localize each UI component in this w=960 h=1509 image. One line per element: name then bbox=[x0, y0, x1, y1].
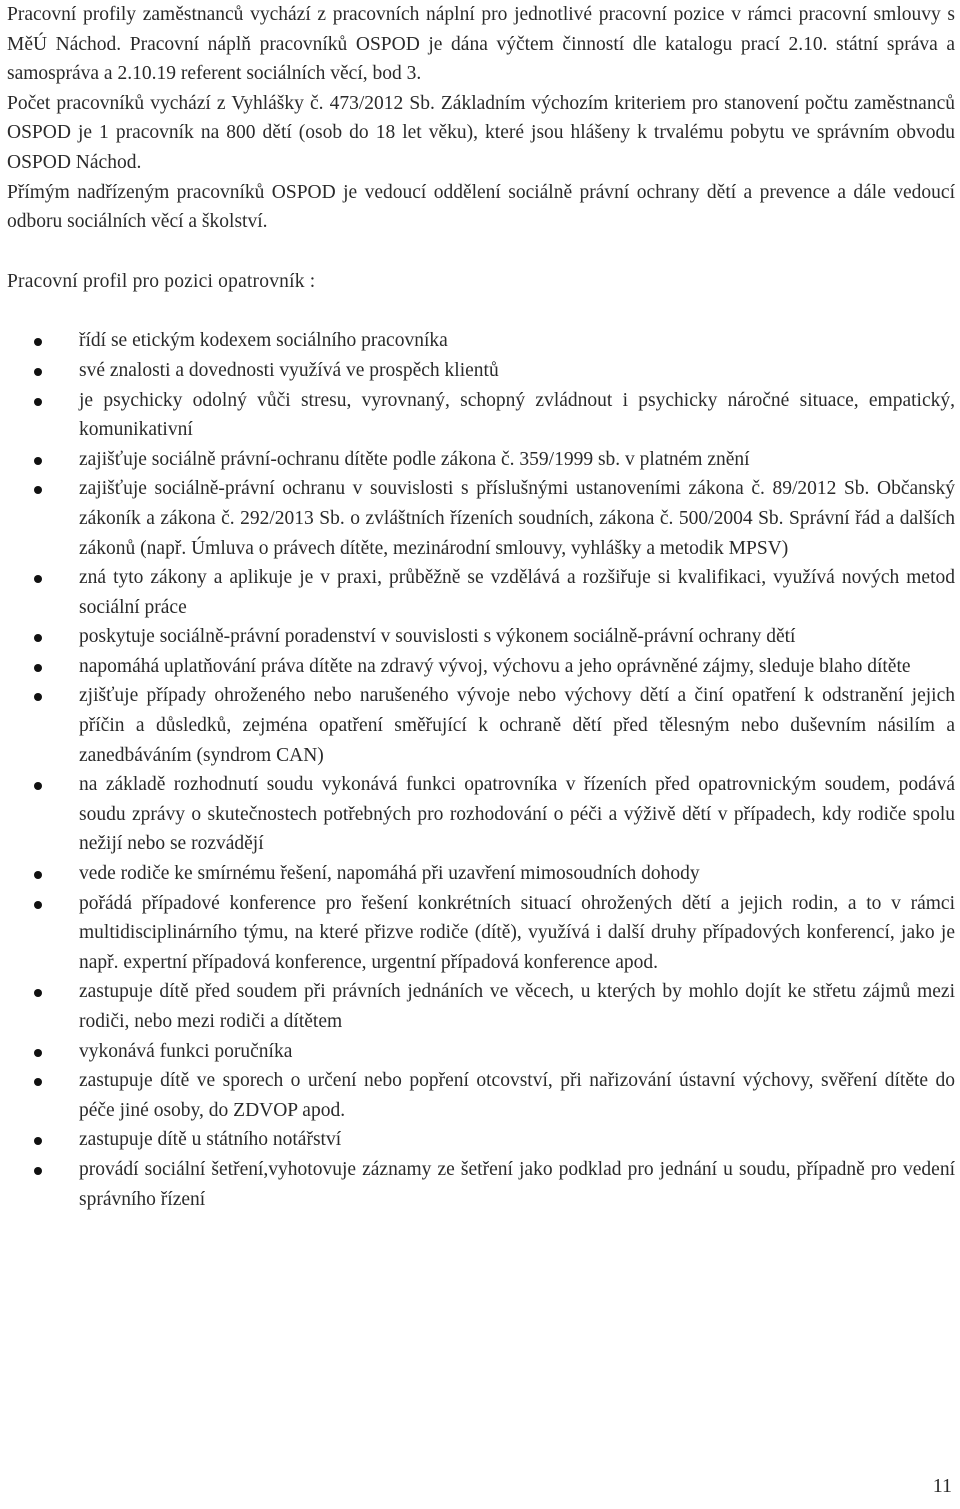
duties-list bbox=[7, 326, 955, 1214]
page-number: 11 bbox=[932, 1475, 952, 1497]
duty-item: své znalosti a dovednosti využívá ve prospěch klientů bbox=[7, 356, 955, 386]
duty-item: napomáhá uplatňování práva dítěte na zdravý vývoj, výchovu a jeho oprávněné zájmy, sleduje blaho dítěte bbox=[7, 652, 955, 682]
duty-item: vykonává funkci poručníka bbox=[7, 1037, 955, 1067]
intro-paragraph-1: Pracovní profily zaměstnanců vychází z pracovních náplní pro jednotlivé pracovní pozice v rámci pracovní smlouvy s MěÚ Náchod. Pracovní náplň pracovníků OSPOD je dána výčtem činností dle katalogu prací 2.10. státní správa a samospráva a 2.10.19 referent sociálních věcí, bod 3. bbox=[7, 4, 955, 85]
document-page bbox=[7, 0, 955, 1214]
duty-item: zastupuje dítě ve sporech o určení nebo popření otcovství, při nařizování ústavní výchovy, svěření dítěte do péče jiné osoby, do ZDVOP apod. bbox=[7, 1066, 955, 1125]
duty-item: zastupuje dítě u státního notářství bbox=[7, 1125, 955, 1155]
duty-item: pořádá případové konference pro řešení konkrétních situací ohrožených dětí a jejich rodin, a to v rámci multidisciplinárního týmu, na které přizve rodiče (dítě), využívá i další druhy případových konferencí, jako je např. expertní případová konference, urgentní případová konference apod. bbox=[7, 889, 955, 978]
duty-item: zná tyto zákony a aplikuje je v praxi, průběžně se vzdělává a rozšiřuje si kvalifikaci, využívá nových metod sociální práce bbox=[7, 563, 955, 622]
duty-item: zastupuje dítě před soudem při právních jednáních ve věcech, u kterých by mohlo dojít ke střetu zájmů mezi rodiči, nebo mezi rodiči a dítětem bbox=[7, 977, 955, 1036]
duty-item: na základě rozhodnutí soudu vykonává funkci opatrovníka v řízeních před opatrovnickým soudem, podává soudu zprávy o skutečnostech potřebných pro rozhodování o péči a výživě dětí v případech, kdy rodiče spolu nežijí nebo se rozvádějí bbox=[7, 770, 955, 859]
duty-item: zajišťuje sociálně právní-ochranu dítěte podle zákona č. 359/1999 sb. v platném znění bbox=[7, 445, 955, 475]
duty-item: řídí se etickým kodexem sociálního pracovníka bbox=[7, 326, 955, 356]
intro-paragraph-2: Počet pracovníků vychází z Vyhlášky č. 473/2012 Sb. Základním výchozím kriteriem pro stanovení počtu zaměstnanců OSPOD je 1 pracovník na 800 dětí (osob do 18 let věku), které jsou hlášeny k trvalému pobytu ve správním obvodu OSPOD Náchod. bbox=[7, 92, 955, 173]
duty-item: zajišťuje sociálně-právní ochranu v souvislosti s příslušnými ustanoveními zákona č. 89/2012 Sb. Občanský zákoník a zákona č. 292/2013 Sb. o zvláštních řízeních soudních, zákona č. 500/2004 Sb. Správní řád a dalších zákonů (např. Úmluva o právech dítěte, mezinárodní smlouvy, vyhlášky a metodik MPSV) bbox=[7, 474, 955, 563]
duty-item: poskytuje sociálně-právní poradenství v souvislosti s výkonem sociálně-právní ochrany dětí bbox=[7, 622, 955, 652]
duty-item: vede rodiče ke smírnému řešení, napomáhá při uzavření mimosoudních dohody bbox=[7, 859, 955, 889]
duty-item: je psychicky odolný vůči stresu, vyrovnaný, schopný zvládnout i psychicky náročné situace, empatický, komunikativní bbox=[7, 386, 955, 445]
duty-item: zjišťuje případy ohroženého nebo narušeného vývoje nebo výchovy dětí a činí opatření k odstranění jejich příčin a důsledků, zejména opatření směřující k ochraně dětí před tělesným nebo duševním násilím a zanedbáváním (syndrom CAN) bbox=[7, 681, 955, 770]
intro-paragraph-3: Přímým nadřízeným pracovníků OSPOD je vedoucí oddělení sociálně právní ochrany dětí a prevence a dále vedoucí odboru sociálních věcí a školství. bbox=[7, 181, 955, 233]
section-heading: Pracovní profil pro pozici opatrovník : bbox=[7, 270, 316, 292]
duty-item: provádí sociální šetření,vyhotovuje záznamy ze šetření jako podklad pro jednání u soudu, případně pro vedení správního řízení bbox=[7, 1155, 955, 1214]
